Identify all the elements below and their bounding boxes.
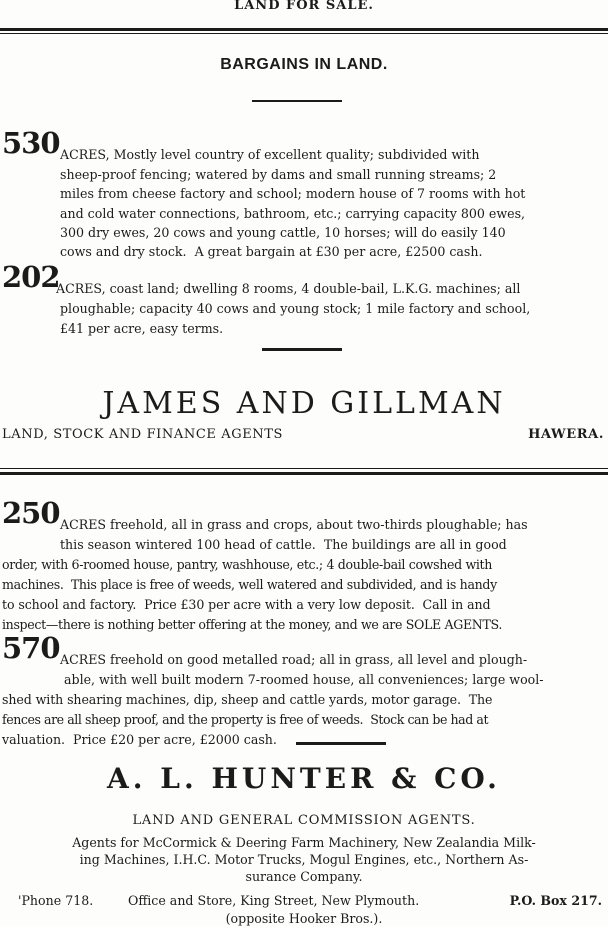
text-line: miles from cheese factory and school; modern house of 7 rooms with hot: [60, 186, 526, 202]
phone-number: 'Phone 718.: [18, 893, 94, 908]
listing-acres-570: 570: [2, 631, 60, 665]
firm-description: LAND, STOCK AND FINANCE AGENTS: [2, 427, 284, 442]
text-line: to school and factory. Price £30 per acre with a very low deposit. Call in and: [2, 596, 491, 612]
text-line: sheep-proof fencing; watered by dams and small running streams; 2: [60, 166, 497, 182]
divider-rule: [296, 742, 386, 745]
text-line: this season wintered 100 head of cattle. The buildings are all in good: [60, 536, 507, 552]
divider-rule: [262, 348, 342, 351]
address-note: (opposite Hooker Bros.).: [225, 911, 383, 926]
text-line: fences are all sheep proof, and the property is free of weeds. Stock can be had at: [2, 711, 489, 727]
section-header: LAND FOR SALE.: [234, 0, 374, 13]
listing-text-570-cont: [2, 710, 277, 749]
listing-text-202-cont: [60, 300, 223, 339]
agents-block: [0, 834, 608, 885]
text-line: ACRES freehold, all in grass and crops, about two-thirds ploughable; has: [60, 516, 528, 532]
listing-text-530-cont: [60, 223, 482, 262]
firm-rule: [0, 468, 608, 469]
listing-acres-202: 202: [2, 260, 60, 294]
office-address: Office and Store, King Street, New Plymouth.: [128, 893, 420, 908]
text-line: £41 per acre, easy terms.: [60, 321, 224, 337]
text-line: ploughable; capacity 40 cows and young stock; 1 mile factory and school,: [60, 301, 531, 317]
text-line: and cold water connections, bathroom, etc.; carrying capacity 800 ewes,: [60, 205, 526, 221]
text-line: ACRES freehold on good metalled road; all in grass, all level and plough-: [60, 651, 528, 667]
text-line: machines. This place is free of weeds, well watered and subdivided, and is handy: [2, 576, 497, 592]
header-rule-thin: [0, 33, 608, 34]
text-line: shed with shearing machines, dip, sheep and cattle yards, motor garage. The: [2, 691, 493, 707]
firm-rule-heavy: [0, 472, 608, 475]
firm-description: LAND AND GENERAL COMMISSION AGENTS.: [132, 813, 476, 828]
po-box: P.O. Box 217.: [509, 893, 602, 908]
ornament-rule: [252, 100, 342, 102]
text-line: able, with well built modern 7-roomed house, all conveniences; large wool-: [64, 671, 544, 687]
agents-line: ing Machines, I.H.C. Motor Trucks, Mogul Engines, etc., Northern As-: [79, 852, 529, 867]
firm-location: HAWERA.: [528, 427, 604, 442]
text-line: ACRES, Mostly level country of excellent quality; subdivided with: [60, 147, 480, 163]
text-line: cows and dry stock. A great bargain at £30 per acre, £2500 cash.: [60, 244, 483, 260]
header-rule: [0, 28, 608, 31]
firm-name-hunter: A. L. HUNTER & CO.: [107, 762, 501, 795]
listing-acres-250: 250: [2, 496, 60, 530]
listing-acres-530: 530: [2, 126, 60, 160]
text-line: inspect—there is nothing better offering at the money, and we are SOLE AGENTS.: [2, 616, 502, 632]
agents-line: surance Company.: [245, 869, 363, 884]
text-line: order, with 6-roomed house, pantry, washhouse, etc.; 4 double-bail cowshed with: [2, 556, 493, 572]
listing-text-250-cont: [2, 595, 502, 634]
text-line: 300 dry ewes, 20 cows and young cattle, 10 horses; will do easily 140: [60, 225, 506, 240]
text-line: valuation. Price £20 per acre, £2000 cash.: [2, 731, 277, 747]
bargains-title: BARGAINS IN LAND.: [220, 56, 388, 73]
agents-line: Agents for McCormick & Deering Farm Machinery, New Zealandia Milk-: [72, 835, 536, 850]
firm-name-james-gillman: JAMES AND GILLMAN: [102, 386, 506, 421]
text-line: ACRES, coast land; dwelling 8 rooms, 4 double-bail, L.K.G. machines; all: [56, 281, 521, 297]
